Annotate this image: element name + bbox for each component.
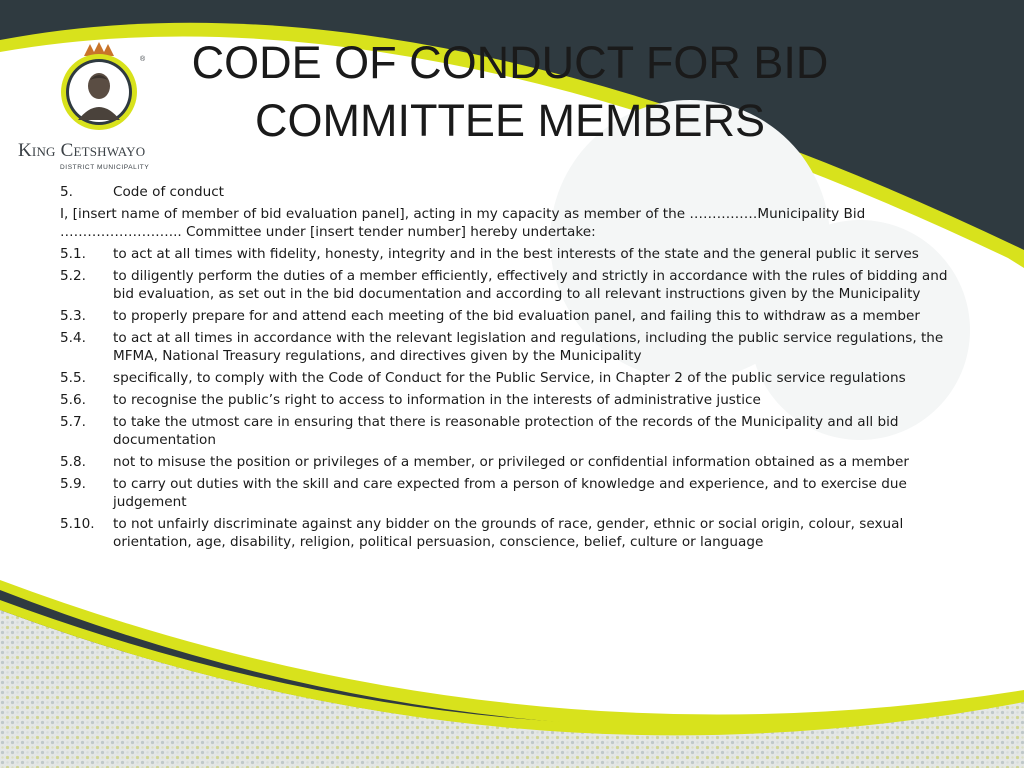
list-item: [60, 329, 960, 365]
item-text: to act at all times with fidelity, honesty, integrity and in the best interests of the state and the general public it serves: [113, 246, 919, 262]
item-number: 5.6.: [60, 392, 86, 408]
item-text: to act at all times in accordance with the relevant legislation and regulations, including the public service regulations, the MFMA, National Treasury regulations, and directives given by the Municipality: [113, 330, 944, 364]
item-text: specifically, to comply with the Code of Conduct for the Public Service, in Chapter 2 of the public service regulations: [113, 370, 906, 386]
slide-title: CODE OF CONDUCT FOR BID COMMITTEE MEMBERS: [191, 37, 829, 146]
item-number: 5.2.: [60, 268, 86, 284]
intro-paragraph: I, [insert name of member of bid evaluation panel], acting in my capacity as member of the ……………Municipality Bid ……………………... Committee under [insert tender number] hereby undertake:: [60, 206, 866, 240]
list-item: [60, 245, 960, 263]
list-item: [60, 413, 960, 449]
item-number: 5.4.: [60, 330, 86, 346]
item-text: to take the utmost care in ensuring that there is reasonable protection of the records of the Municipality and all bid documentation: [113, 414, 899, 448]
list-item: [60, 307, 960, 325]
slide-body: [60, 183, 960, 555]
section-heading: Code of conduct: [113, 184, 225, 200]
item-number: 5.9.: [60, 476, 86, 492]
item-number: 5.7.: [60, 414, 86, 430]
registered-mark: ®: [140, 56, 146, 63]
item-number: 5.3.: [60, 308, 86, 324]
item-number: 5.10.: [60, 516, 95, 532]
section-number: 5.: [60, 184, 73, 200]
list-item: [60, 391, 960, 409]
logo-name-text: King Cetshwayo: [18, 140, 146, 161]
item-number: 5.5.: [60, 370, 86, 386]
item-number: 5.8.: [60, 454, 86, 470]
list-item: [60, 475, 960, 511]
list-item: [60, 453, 960, 471]
list-item: [60, 369, 960, 387]
item-text: not to misuse the position or privileges of a member, or privileged or confidential information obtained as a member: [113, 454, 909, 470]
list-item: [60, 515, 960, 551]
item-text: to not unfairly discriminate against any bidder on the grounds of race, gender, ethnic or social origin, colour, sexual orientation, age, disability, religion, political persuasion, conscience, belief, culture or language: [113, 516, 904, 550]
item-text: to diligently perform the duties of a member efficiently, effectively and strictly in accordance with the rules of bidding and bid evaluation, as set out in the bid documentation and according to all relevant instructions given by the Municipality: [113, 268, 948, 302]
logo-subtitle: DISTRICT MUNICIPALITY: [60, 164, 150, 171]
list-item: [60, 267, 960, 303]
item-number: 5.1.: [60, 246, 86, 262]
section-heading-row: [60, 183, 960, 201]
item-text: to properly prepare for and attend each meeting of the bid evaluation panel, and failing this to withdraw as a member: [113, 308, 920, 324]
item-text: to recognise the public’s right to access to information in the interests of administrative justice: [113, 392, 761, 408]
item-text: to carry out duties with the skill and care expected from a person of knowledge and experience, and to exercise due judgement: [113, 476, 907, 510]
